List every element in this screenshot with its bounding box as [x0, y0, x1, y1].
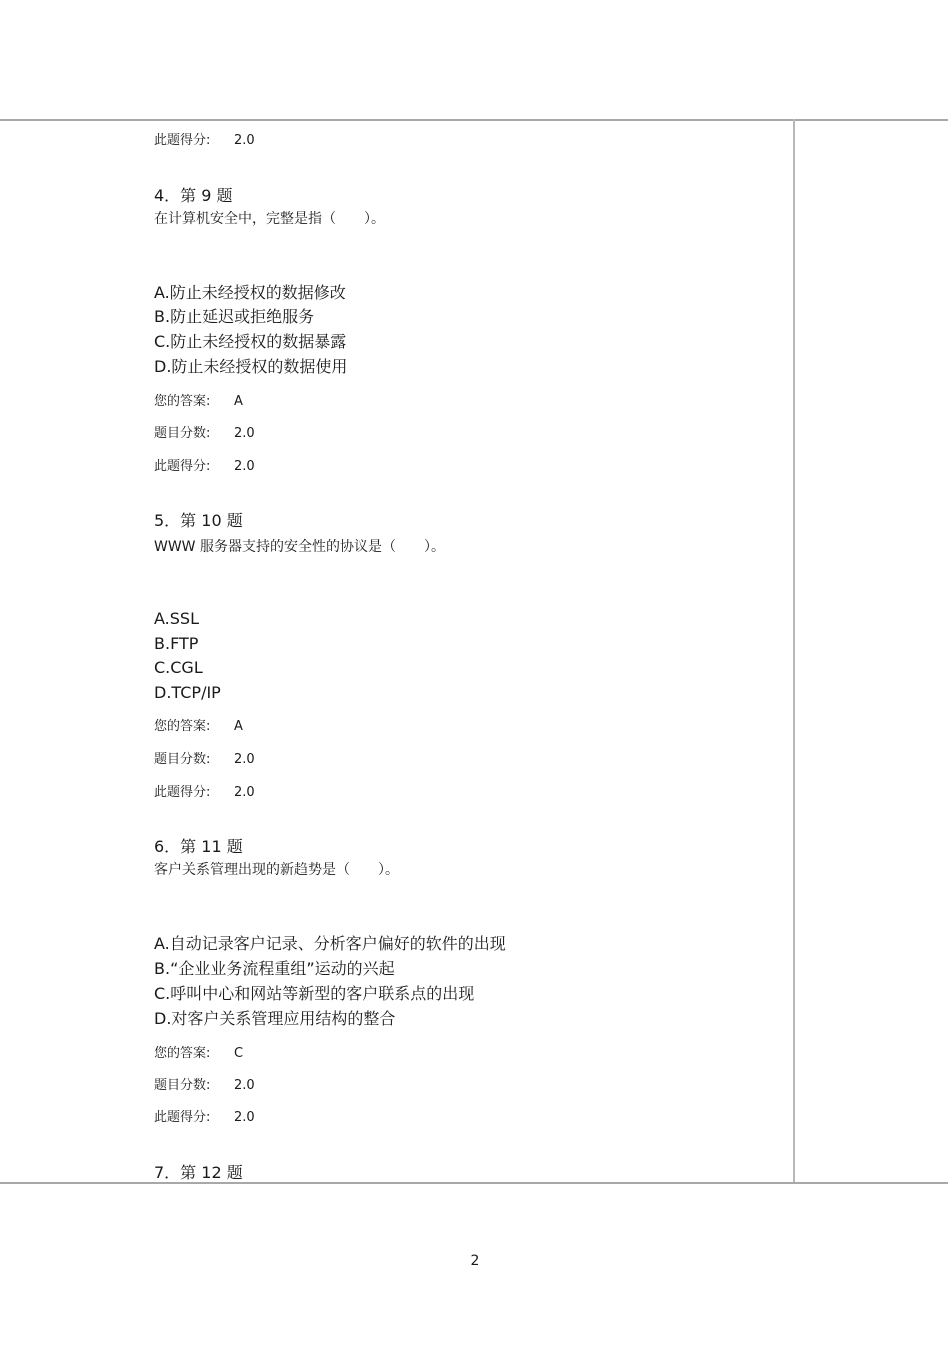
points-label: 题目分数: [154, 426, 211, 441]
option-b: B.FTP [154, 634, 199, 653]
points-line [154, 1079, 255, 1092]
points-value: 2.0 [234, 426, 255, 441]
points-value: 2.0 [234, 752, 255, 767]
answer-value: A [234, 394, 243, 409]
option-d: D.防止未经授权的数据使用 [154, 357, 348, 376]
score-line [154, 460, 255, 473]
table-bottom-border [0, 1182, 948, 1184]
table-top-border [0, 119, 948, 121]
answer-label: 您的答案: [154, 1046, 211, 1061]
option-c: C.CGL [154, 658, 203, 677]
question-text: WWW 服务器支持的安全性的协议是（ ）。 [154, 539, 445, 555]
score-value: 2.0 [234, 133, 255, 148]
option-d: D.TCP/IP [154, 683, 221, 702]
question-text: 客户关系管理出现的新趋势是（ ）。 [154, 862, 399, 878]
points-value: 2.0 [234, 1078, 255, 1093]
option-b: B.防止延迟或拒绝服务 [154, 307, 315, 326]
answer-line [154, 1047, 243, 1060]
question-heading: 4．第 9 题 [154, 186, 233, 205]
option-d: D.对客户关系管理应用结构的整合 [154, 1009, 396, 1028]
question-heading: 5．第 10 题 [154, 511, 243, 530]
score-value: 2.0 [234, 1110, 255, 1125]
score-label: 此题得分: [154, 459, 211, 474]
points-line [154, 427, 255, 440]
answer-line [154, 395, 243, 408]
score-label: 此题得分: [154, 785, 211, 800]
question-text: 在计算机安全中，完整是指（ ）。 [154, 211, 385, 227]
score-value: 2.0 [234, 785, 255, 800]
option-b: B.“企业业务流程重组”运动的兴起 [154, 959, 395, 978]
option-a: A.防止未经授权的数据修改 [154, 283, 346, 302]
score-label: 此题得分: [154, 1110, 211, 1125]
score-line [154, 1111, 255, 1124]
score-value: 2.0 [234, 459, 255, 474]
answer-label: 您的答案: [154, 719, 211, 734]
points-label: 题目分数: [154, 1078, 211, 1093]
option-a: A.自动记录客户记录、分析客户偏好的软件的出现 [154, 934, 506, 953]
page-number: 2 [470, 1253, 480, 1269]
option-a: A.SSL [154, 609, 199, 628]
points-label: 题目分数: [154, 752, 211, 767]
answer-label: 您的答案: [154, 394, 211, 409]
question-heading: 7．第 12 题 [154, 1163, 243, 1182]
answer-line [154, 720, 243, 733]
top-score-line [154, 134, 255, 147]
score-label: 此题得分: [154, 133, 211, 148]
option-c: C.呼叫中心和网站等新型的客户联系点的出现 [154, 984, 475, 1003]
answer-value: A [234, 719, 243, 734]
points-line [154, 753, 255, 766]
score-line [154, 786, 255, 799]
table-right-border [793, 119, 795, 1184]
answer-value: C [234, 1046, 244, 1061]
question-heading: 6．第 11 题 [154, 837, 243, 856]
option-c: C.防止未经授权的数据暴露 [154, 332, 347, 351]
